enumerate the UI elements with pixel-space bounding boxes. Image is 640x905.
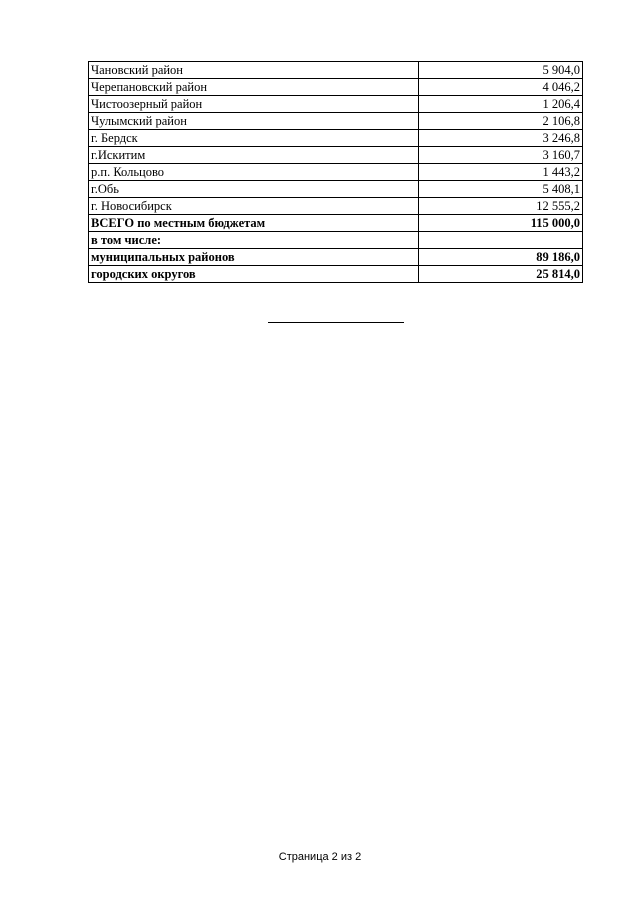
table-row (89, 249, 583, 266)
row-name-cell: Чановский район (89, 62, 419, 79)
table-row (89, 164, 583, 181)
row-name-cell: в том числе: (89, 232, 419, 249)
table-row (89, 62, 583, 79)
table-row (89, 147, 583, 164)
row-name-cell: г. Новосибирск (89, 198, 419, 215)
row-name-cell: г.Обь (89, 181, 419, 198)
row-name-cell: Чулымский район (89, 113, 419, 130)
row-name-cell: г.Искитим (89, 147, 419, 164)
row-value-cell: 2 106,8 (419, 113, 583, 130)
table-row (89, 198, 583, 215)
row-value-cell (419, 232, 583, 249)
row-value-cell: 89 186,0 (419, 249, 583, 266)
table-row (89, 266, 583, 283)
row-value-cell: 5 904,0 (419, 62, 583, 79)
row-name-cell: муниципальных районов (89, 249, 419, 266)
row-value-cell: 4 046,2 (419, 79, 583, 96)
table-row (89, 232, 583, 249)
row-value-cell: 1 443,2 (419, 164, 583, 181)
table-row (89, 181, 583, 198)
table-row (89, 130, 583, 147)
separator-line (268, 322, 404, 323)
table-row (89, 79, 583, 96)
row-value-cell: 115 000,0 (419, 215, 583, 232)
row-name-cell: г. Бердск (89, 130, 419, 147)
row-name-cell: р.п. Кольцово (89, 164, 419, 181)
table-row (89, 113, 583, 130)
table-row (89, 215, 583, 232)
row-value-cell: 3 246,8 (419, 130, 583, 147)
budget-table (88, 61, 583, 283)
row-value-cell: 3 160,7 (419, 147, 583, 164)
row-name-cell: Чистоозерный район (89, 96, 419, 113)
row-name-cell: ВСЕГО по местным бюджетам (89, 215, 419, 232)
row-value-cell: 5 408,1 (419, 181, 583, 198)
page-number: Страница 2 из 2 (278, 851, 362, 863)
table-row (89, 96, 583, 113)
budget-table-body (89, 62, 583, 283)
row-value-cell: 25 814,0 (419, 266, 583, 283)
row-value-cell: 1 206,4 (419, 96, 583, 113)
row-name-cell: городских округов (89, 266, 419, 283)
row-value-cell: 12 555,2 (419, 198, 583, 215)
row-name-cell: Черепановский район (89, 79, 419, 96)
